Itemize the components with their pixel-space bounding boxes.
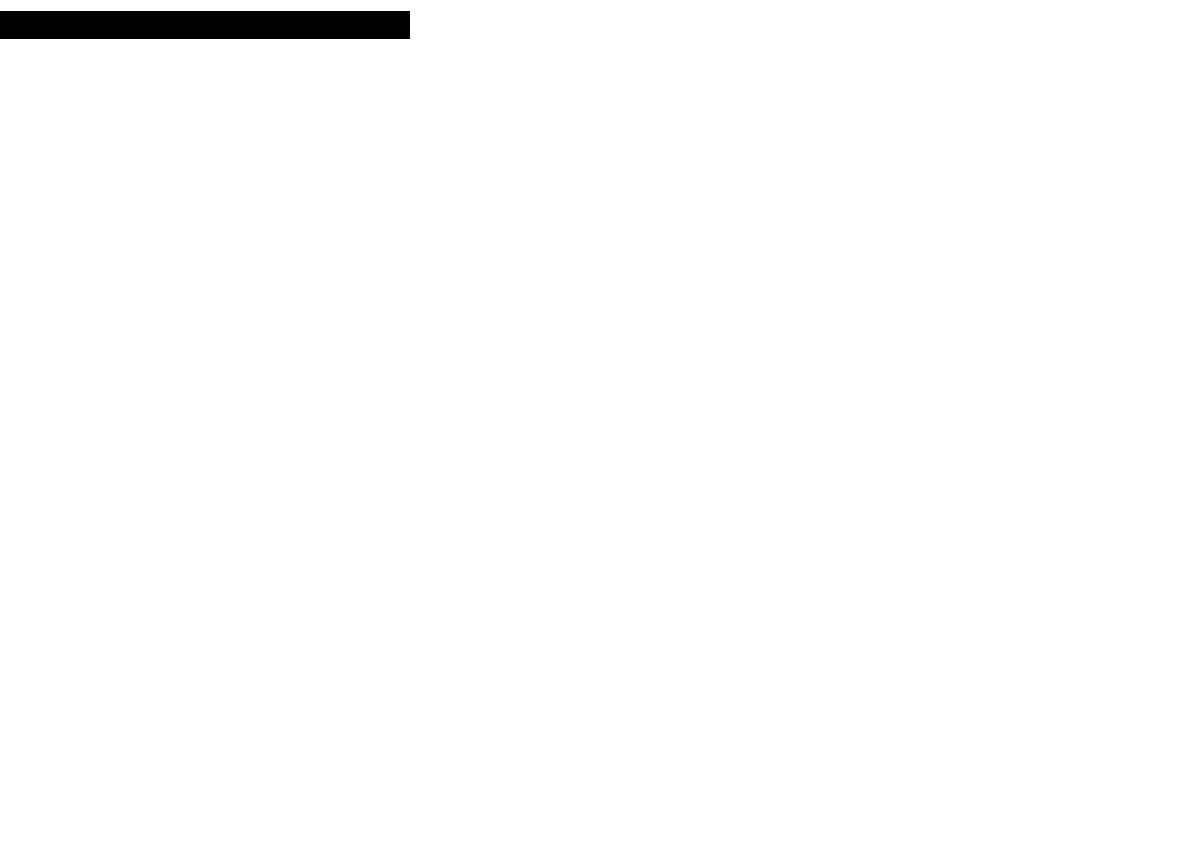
site-map-panel-3: [600, 42, 790, 377]
site-map-panel-8: [867, 434, 1057, 769]
site-map-panel-7: [600, 434, 790, 769]
site-map-panel-2: [333, 42, 523, 377]
site-map-panel-6: [333, 434, 523, 769]
site-map-panel-5: [66, 434, 256, 769]
page-title: [0, 11, 410, 39]
site-map-panel-1: [66, 42, 256, 377]
site-map-panel-4: [867, 42, 1057, 377]
